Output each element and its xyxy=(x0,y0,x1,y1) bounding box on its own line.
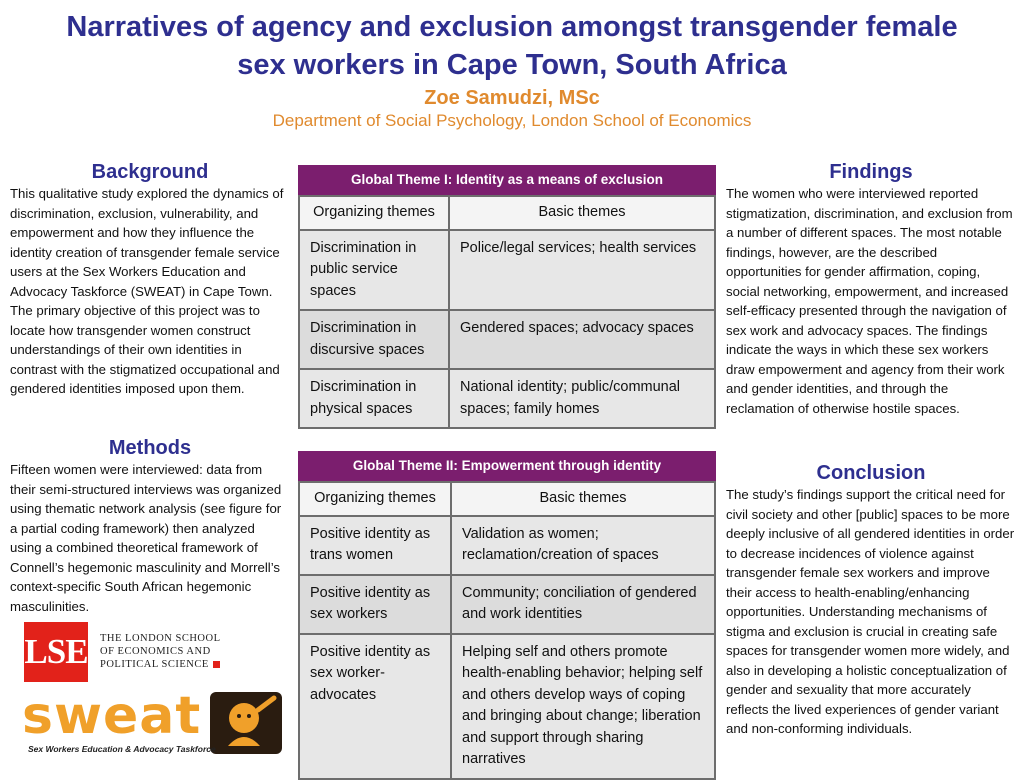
conclusion-text: The study’s findings support the critical need for civil society and other [public] spaces to be more deeply inclusive of all gendered identities in order to decrease incidences of violence against transgender female sex workers and improve their access to health-enabling/enhancing opportunities. Understanding mechanisms of stigma and exclusion is crucial in creating safe spaces for transgender women more widely, and also in developing a holistic conceptualization of gender and sexuality that more accurately reflects the lived experiences of gender variant and non-conforming individuals. xyxy=(726,487,1015,736)
findings-text: The women who were interviewed reported stigmatization, discrimination, and exclusion from a number of different spaces. The most notable findings, however, are the described opportunities for gender affirmation, coping, social networking, empowerment, and increased self-efficacy presented through the navigation of sex work and advocacy spaces. The findings indicate the ways in which these sex workers draw empowerment and agency from their work and gender identities, and through the reclamation of otherwise hostile spaces. xyxy=(726,186,1013,416)
table-row xyxy=(299,575,715,634)
background-section xyxy=(10,160,290,399)
findings-section xyxy=(726,160,1016,418)
lse-logo-dot xyxy=(213,661,220,668)
author-department: Department of Social Psychology, London School of Economics xyxy=(272,111,752,130)
background-heading: Background xyxy=(91,161,209,183)
theme2-table-block xyxy=(298,451,716,780)
table-header-row xyxy=(299,196,715,230)
background-text: This qualitative study explored the dynamics of discrimination, exclusion, vulnerability, and empowerment and how they influence the identity creation of transgender female service users at the Sex Workers Education and Advocacy Taskforce (SWEAT) in Cape Town. The primary objective of this project was to locate how transgender women construct understandings of their own identities in contrast with the stigmatized occupational and gendered identities imposed upon them. xyxy=(10,186,284,396)
organizing-theme-cell: Positive identity as trans women xyxy=(299,516,451,575)
theme1-table-block xyxy=(298,165,716,429)
column-header-basic: Basic themes xyxy=(449,196,715,230)
organizing-theme-cell: Positive identity as sex workers xyxy=(299,575,451,634)
basic-theme-cell: Validation as women; reclamation/creation of spaces xyxy=(451,516,715,575)
poster-title-line-2: sex workers in Cape Town, South Africa xyxy=(237,49,787,81)
column-header-organizing: Organizing themes xyxy=(299,196,449,230)
logos-area xyxy=(22,620,287,760)
theme2-table xyxy=(298,481,716,780)
organizing-theme-cell: Discrimination in discursive spaces xyxy=(299,310,449,369)
basic-theme-cell: Helping self and others promote health-enabling behavior; helping self and others develop ways of coping and bringing about change; liberation and support through sharing narratives xyxy=(451,634,715,779)
author-name: Zoe Samudzi, MSc xyxy=(424,87,600,109)
methods-text: Fifteen women were interviewed: data from their semi-structured interviews was organized using thematic network analysis (see figure for a partial coding framework) then analyzed using a combined theoretical framework of Connell’s hegemonic masculinity and Morrell’s context-specific South African hegemonic masculinities. xyxy=(10,462,282,614)
organizing-theme-cell: Positive identity as sex worker-advocates xyxy=(299,634,451,779)
sweat-logo-figure-icon xyxy=(208,690,284,756)
table-row xyxy=(299,230,715,311)
column-header-organizing: Organizing themes xyxy=(299,482,451,516)
table-row xyxy=(299,516,715,575)
lse-logo-name xyxy=(100,632,221,671)
basic-theme-cell: Police/legal services; health services xyxy=(449,230,715,311)
poster-title-line-1: Narratives of agency and exclusion amongst transgender female xyxy=(66,11,958,43)
basic-theme-cell: National identity; public/communal spaces; family homes xyxy=(449,369,715,428)
findings-heading: Findings xyxy=(829,161,913,183)
organizing-theme-cell: Discrimination in physical spaces xyxy=(299,369,449,428)
lse-logo-mark: LSE xyxy=(24,622,88,682)
lse-logo-name-text: THE LONDON SCHOOL OF ECONOMICS AND POLITICAL SCIENCE xyxy=(100,633,221,670)
conclusion-section xyxy=(726,461,1016,739)
basic-theme-cell: Community; conciliation of gendered and work identities xyxy=(451,575,715,634)
sweat-logo-word: sweat xyxy=(22,686,202,746)
methods-section xyxy=(10,436,290,616)
table-row xyxy=(299,310,715,369)
table-header-row xyxy=(299,482,715,516)
column-header-basic: Basic themes xyxy=(451,482,715,516)
theme1-table xyxy=(298,195,716,429)
conclusion-heading: Conclusion xyxy=(816,462,926,484)
table-row xyxy=(299,369,715,428)
theme2-title: Global Theme II: Empowerment through identity xyxy=(298,451,716,481)
organizing-theme-cell: Discrimination in public service spaces xyxy=(299,230,449,311)
sweat-logo-tagline: Sex Workers Education & Advocacy Taskforce xyxy=(28,744,216,754)
methods-heading: Methods xyxy=(108,437,192,459)
table-row xyxy=(299,634,715,779)
poster-header xyxy=(0,8,1024,132)
basic-theme-cell: Gendered spaces; advocacy spaces xyxy=(449,310,715,369)
theme1-title: Global Theme I: Identity as a means of exclusion xyxy=(298,165,716,195)
